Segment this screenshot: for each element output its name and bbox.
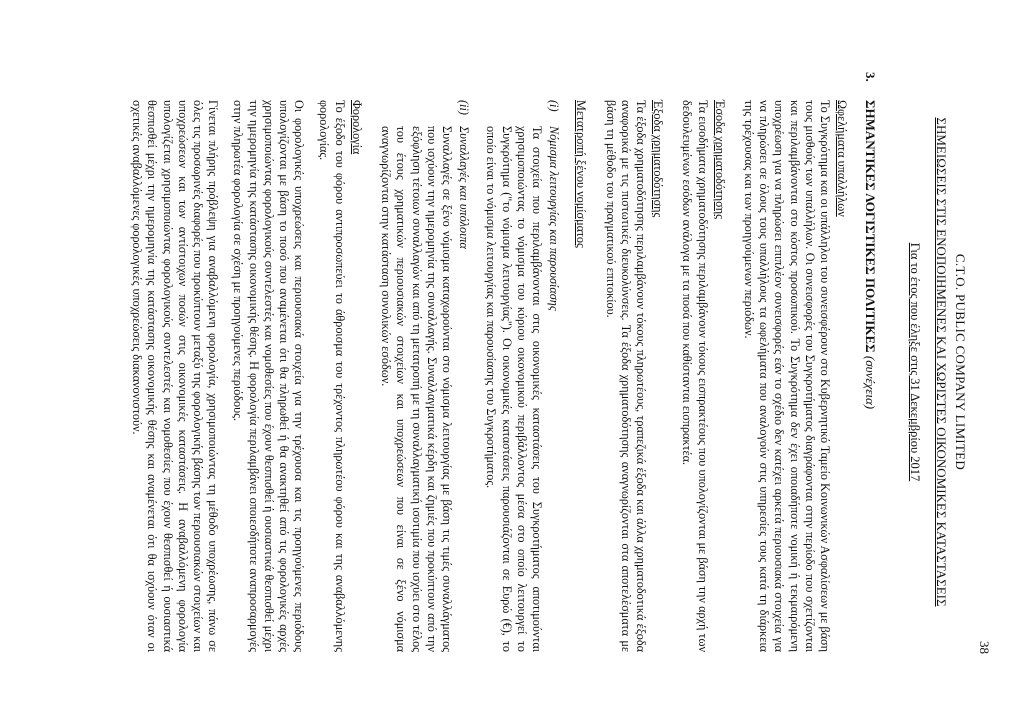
- employee-benefits-text: Το Συγκρότημα και οι υπάλληλοι του συνεισφέρουν στο Κυβερνητικό Ταμείο Κοινωνικών Ασφαλίσεων με βάση τους μισθούς των υπαλλήλων. Οι συνεισφορές του Συγκροτήματος διαγράφονται στην περίοδο που σχετίζονται και περιλαμβάνονται στο κόστος προσωπικού. Το Συγκρότημα δεν έχει οποιαδήποτε νομική ή τεκμαιρόμενη υποχρέωση για να πληρώσει επιπλέον συνεισφορές εάν το σχέδιο δεν κατέχει αρκετά περιουσιακά στοιχεία για να πληρώσει σε όλους τους υπαλλήλους τα ωφελήματα που αναλογούν στις υπηρεσίες τους κατά τη διάρκεια της τρέχουσας και των προηγούμενων περιόδων.: [741, 100, 832, 652]
- subsection-title: Συναλλαγές και υπόλοιπα: [457, 126, 472, 249]
- section-title: ΣΗΜΑΝΤΙΚΕΣ ΛΟΓΙΣΤΙΚΕΣ ΠΟΛΙΤΙΚΕΣ (συνέχεια): [863, 100, 879, 410]
- taxation-paragraph: Το έξοδο του φόρου αντιπροσωπεύει το άθροισμα του τρέχοντος πληρωτέου φόρου και της αναβαλλόμενης φορολογίας.: [317, 100, 347, 652]
- company-name: C.T.O. PUBLIC COMPANY LIMITED: [953, 253, 968, 471]
- finance-costs-text: Τα έξοδα χρηματοδότησης περιλαμβάνουν τόκους πληρωτέους, τραπεζικά έξοδα και άλλα χρηματοδοτικά έξοδα αναφορικά με τις πιστωτικές διευκολύνσεις. Τα έξοδα χρηματοδότησης αναγνωρίζονται στα αποτελέσματα με βάση τη μέθοδο του πραγματικού επιτοκίου.: [603, 100, 648, 652]
- finance-income-heading: Έσοδα χρηματοδότησης: [712, 100, 727, 219]
- page-number: 38: [977, 641, 992, 654]
- foreign-currency-heading: Μετατροπή ξένου νομίσματος: [574, 100, 589, 248]
- reporting-period: Για το έτος που έληξε στις 31 Δεκεμβρίου 2017: [907, 242, 922, 482]
- taxation-paragraph: Γίνεται πλήρης πρόβλεψη για αναβαλλόμενη φορολογία, χρησιμοποιώντας τη μέθοδο υποχρέωσης, πάνω σε όλες τις προσωρινές διαφορές που προκύπτουν μεταξύ της φορολογικής βάσης των περιουσιακών στοιχείων και υποχρεώσεων και των αντίστοιχων ποσών στις οικονομικές καταστάσεις. Η αναβαλλόμενη φορολογία υπολογίζεται χρησιμοποιώντας φορολογικούς συντελεστές και νομοθεσίες που έχουν θεσπισθεί ή ουσιαστικά θεσπισθεί μέχρι την ημερομηνία της κατάστασης οικονομικής θέσης και αναμένεται ότι θα ισχύουν όταν οι σχετικές αναβαλλόμενες φορολογικές υποχρεώσεις διακανονιστούν.: [130, 100, 221, 652]
- taxation-paragraph: Οι φορολογικές υποχρεώσεις και περιουσιακά στοιχεία για την τρέχουσα και τις προηγούμενες περιόδους υπολογίζονται με βάση το ποσό που αναμένεται ότι θα πληρωθεί ή θα ανακτηθεί από τις φορολογικές αρχές χρησιμοποιώντας φορολογικούς συντελεστές και νομοθεσίες που έχουν θεσπισθεί ή ουσιαστικά θεσπισθεί μέχρι την ημερομηνία της κατάστασης οικονομικής θέσης. Η φορολογία περιλαμβάνει οποιεσδήποτε αναπροσαρμογές στην πληρωτέα φορολογία σε σχέση με προηγούμενες περιόδους.: [231, 100, 307, 652]
- subsection-number: (i): [547, 100, 562, 112]
- subsection-number: (ii): [457, 100, 472, 115]
- functional-currency-subsection: [483, 100, 561, 652]
- section-continued: (συνέχεια): [863, 355, 879, 410]
- section-body: [129, 100, 849, 652]
- section-heading: [863, 72, 878, 652]
- transactions-balances-subsection: [378, 100, 471, 652]
- section-number: 3.: [863, 72, 879, 82]
- subsection-text: Συναλλαγές σε ξένο νόμισμα καταχωρούνται στο νόμισμα λειτουργίας με βάση τις τιμές συναλλάγματος που ισχύουν την ημερομηνία της συναλλαγής. Συναλλαγματικά κέρδη και ζημιές που προκύπτουν από την εξόφληση τέτοιων συναλλαγών και από τη μετατροπή με τη συναλλαγματική ισοτιμία που ισχύει στο τέλος του έτους χρηματικών περιουσιακών στοιχείων και υποχρεώσεων που είναι σε ξένο νόμισμα αναγνωρίζονται στην κατάσταση συνολικών εσόδων.: [379, 126, 454, 652]
- subsection-text: Τα στοιχεία που περιλαμβάνονται στις οικονομικές καταστάσεις του Συγκροτήματος αποτιμούνται χρησιμοποιώντας το νόμισμα του κύριου οικονομικού περιβάλλοντος μέσα στο οποίο λειτουργεί το Συγκρότημα ("το νόμισμα λειτουργίας"). Οι οικονομικές καταστάσεις παρουσιάζονται σε Ευρώ (€), το οποίο είναι το νόμισμα λειτουργίας και παρουσίασης του Συγκροτήματος.: [484, 126, 544, 652]
- taxation-heading: Φορολογία: [349, 100, 364, 155]
- employee-benefits-heading: Ωφελήματα υπαλλήλων: [835, 100, 850, 217]
- finance-costs-heading: Έξοδα χρηματοδότησης: [651, 100, 666, 218]
- subsection-title: Νόμισμα λειτουργίας και παρουσίασης: [547, 126, 562, 311]
- document-subtitle: ΣΗΜΕΙΩΣΕΙΣ ΣΤΙΣ ΕΝΟΠΟΙΗΜΕΝΕΣ ΚΑΙ ΧΩΡΙΣΤΕΣ ΟΙΚΟΝΟΜΙΚΕΣ ΚΑΤΑΣΤΑΣΕΙΣ: [933, 117, 949, 607]
- document-page: [12, 12, 1012, 712]
- finance-income-text: Τα εισοδήματα χρηματοδότησης περιλαμβάνουν τόκους εισπρακτέους που υπολογίζονται με βάση την αρχή των δεδουλευμένων εσόδων ανάλογα με τα ποσά που καθίστανται εισπρακτέα.: [680, 100, 710, 652]
